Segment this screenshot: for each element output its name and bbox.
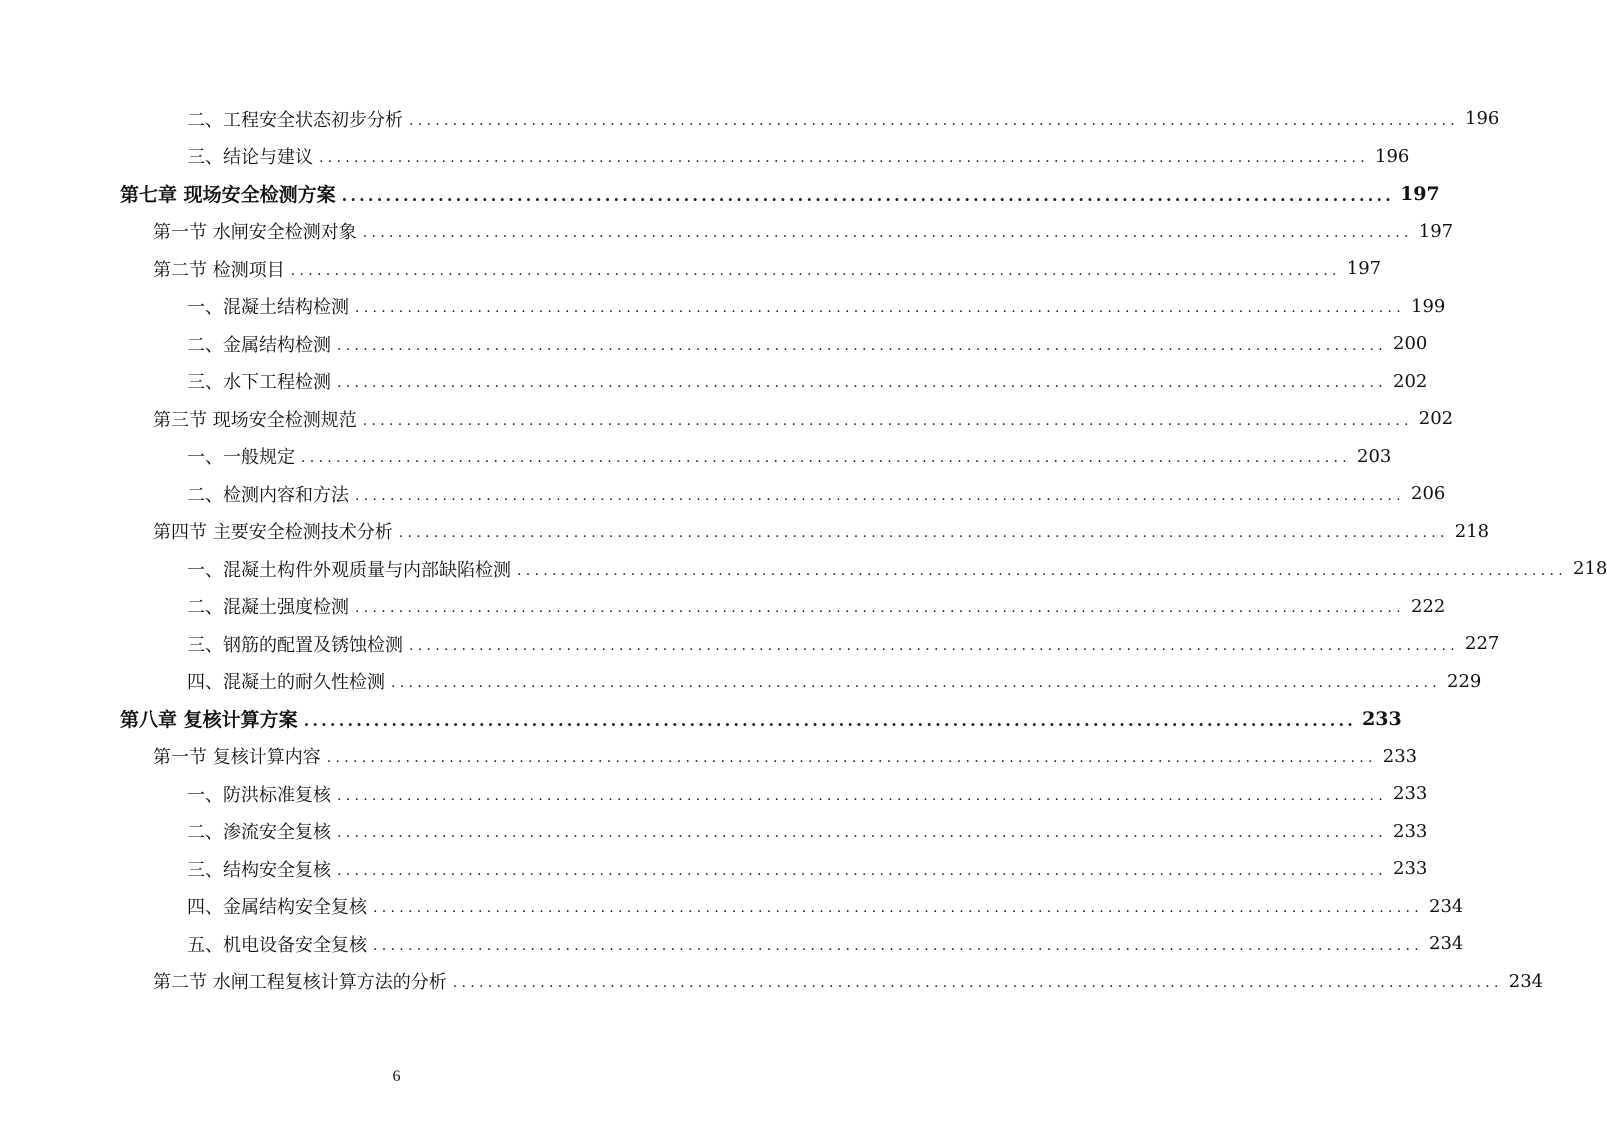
toc-entry-title: 二、工程安全状态初步分析 [187, 109, 403, 131]
toc-dot-leader: ........................................................................................................................ [303, 710, 1357, 730]
toc-entry-title: 第四节 主要安全检测技术分析 [153, 522, 393, 544]
toc-entry-page: 233 [1393, 783, 1428, 805]
toc-subsection-entry[interactable] [0, 663, 1482, 701]
toc-entry-title: 二、混凝土强度检测 [187, 597, 349, 619]
toc-subsection-entry[interactable] [0, 850, 1428, 888]
toc-subsection-entry[interactable] [0, 288, 1446, 326]
toc-entry-page: 222 [1411, 595, 1446, 617]
toc-entry-page: 203 [1357, 445, 1392, 467]
toc-entry-page: 233 [1362, 707, 1402, 730]
toc-entry-page: 233 [1393, 820, 1428, 842]
toc-entry-page: 199 [1411, 295, 1446, 317]
toc-entry-page: 218 [1454, 520, 1490, 542]
toc-section-entry[interactable] [0, 963, 1544, 1001]
toc-subsection-entry[interactable] [0, 813, 1428, 851]
toc-section-entry[interactable] [0, 250, 1382, 288]
toc-chapter-entry[interactable] [0, 700, 1402, 738]
toc-dot-leader: ........................................................................................................................ [337, 337, 1388, 354]
toc-dot-leader: ........................................................................................................................ [341, 185, 1395, 205]
toc-entry-page: 197 [1400, 182, 1440, 205]
toc-section-entry[interactable] [0, 400, 1454, 438]
toc-entry-title: 四、混凝土的耐久性检测 [187, 672, 385, 694]
toc-dot-leader: ........................................................................................................................ [355, 600, 1406, 616]
toc-dot-leader: ........................................................................................................................ [391, 675, 1442, 691]
toc-entry-title: 三、结论与建议 [187, 147, 313, 169]
toc-entry-title: 第八章 复核计算方案 [120, 709, 298, 732]
toc-dot-leader: ........................................................................................................................ [517, 562, 1568, 579]
toc-dot-leader: ........................................................................................................................ [337, 825, 1388, 841]
toc-section-entry[interactable] [0, 213, 1454, 251]
toc-entry-title: 五、机电设备安全复核 [187, 934, 367, 956]
toc-dot-leader: ........................................................................................................................ [319, 150, 1370, 166]
toc-entry-title: 第二节 水闸工程复核计算方法的分析 [153, 972, 447, 994]
toc-entry-title: 第一节 复核计算内容 [153, 747, 321, 769]
table-of-contents [0, 100, 1607, 1000]
toc-entry-page: 233 [1382, 745, 1418, 767]
toc-entry-page: 196 [1465, 108, 1500, 130]
toc-dot-leader: ........................................................................................................................ [409, 112, 1460, 129]
toc-entry-page: 200 [1393, 333, 1428, 355]
toc-entry-page: 197 [1418, 220, 1454, 242]
toc-entry-page: 197 [1346, 258, 1382, 280]
toc-entry-page: 202 [1393, 370, 1428, 392]
toc-entry-page: 229 [1447, 670, 1482, 692]
toc-entry-page: 234 [1429, 895, 1464, 917]
toc-subsection-entry[interactable] [0, 588, 1446, 626]
toc-entry-title: 第二节 检测项目 [153, 259, 285, 281]
toc-subsection-entry[interactable] [0, 438, 1392, 476]
toc-entry-page: 196 [1375, 145, 1410, 167]
toc-entry-page: 234 [1508, 970, 1544, 992]
toc-entry-title: 三、结构安全复核 [187, 859, 331, 881]
toc-entry-page: 206 [1411, 483, 1446, 505]
toc-entry-page: 233 [1393, 858, 1428, 880]
toc-entry-title: 四、金属结构安全复核 [187, 897, 367, 919]
toc-entry-title: 二、金属结构检测 [187, 334, 331, 356]
toc-section-entry[interactable] [0, 513, 1490, 551]
toc-subsection-entry[interactable] [0, 550, 1607, 588]
toc-entry-title: 一、混凝土结构检测 [187, 297, 349, 319]
toc-entry-title: 第三节 现场安全检测规范 [153, 409, 357, 431]
toc-dot-leader: ........................................................................................................................ [290, 262, 1341, 279]
toc-dot-leader: ........................................................................................................................ [337, 787, 1388, 804]
toc-entry-title: 三、水下工程检测 [187, 372, 331, 394]
toc-dot-leader: ........................................................................................................................ [337, 375, 1388, 391]
toc-subsection-entry[interactable] [0, 925, 1464, 963]
toc-dot-leader: ........................................................................................................................ [452, 975, 1503, 991]
toc-entry-title: 一、混凝土构件外观质量与内部缺陷检测 [187, 559, 511, 581]
page-number: 6 [392, 1068, 401, 1085]
toc-dot-leader: ........................................................................................................................ [409, 637, 1460, 654]
toc-entry-title: 二、检测内容和方法 [187, 484, 349, 506]
toc-dot-leader: ........................................................................................................................ [362, 412, 1413, 429]
toc-entry-page: 218 [1573, 558, 1607, 580]
toc-entry-title: 三、钢筋的配置及锈蚀检测 [187, 634, 403, 656]
toc-dot-leader: ........................................................................................................................ [373, 937, 1424, 954]
toc-dot-leader: ........................................................................................................................ [362, 225, 1413, 241]
toc-dot-leader: ........................................................................................................................ [355, 487, 1406, 504]
toc-subsection-entry[interactable] [0, 475, 1446, 513]
toc-entry-title: 一、一般规定 [187, 447, 295, 469]
toc-entry-title: 第七章 现场安全检测方案 [120, 184, 336, 207]
toc-subsection-entry[interactable] [0, 363, 1428, 401]
toc-subsection-entry[interactable] [0, 100, 1500, 138]
toc-subsection-entry[interactable] [0, 138, 1410, 176]
toc-subsection-entry[interactable] [0, 775, 1428, 813]
toc-subsection-entry[interactable] [0, 325, 1428, 363]
toc-dot-leader: ........................................................................................................................ [301, 450, 1352, 466]
toc-entry-title: 二、渗流安全复核 [187, 822, 331, 844]
toc-dot-leader: ........................................................................................................................ [373, 900, 1424, 916]
toc-entry-title: 第一节 水闸安全检测对象 [153, 222, 357, 244]
toc-entry-page: 202 [1418, 408, 1454, 430]
toc-entry-page: 227 [1465, 633, 1500, 655]
toc-subsection-entry[interactable] [0, 888, 1464, 926]
toc-entry-page: 234 [1429, 933, 1464, 955]
toc-dot-leader: ........................................................................................................................ [337, 862, 1388, 879]
toc-section-entry[interactable] [0, 738, 1418, 776]
toc-entry-title: 一、防洪标准复核 [187, 784, 331, 806]
toc-subsection-entry[interactable] [0, 625, 1500, 663]
toc-dot-leader: ........................................................................................................................ [398, 525, 1449, 541]
toc-dot-leader: ........................................................................................................................ [355, 300, 1406, 316]
toc-dot-leader: ........................................................................................................................ [326, 750, 1377, 766]
toc-chapter-entry[interactable] [0, 175, 1440, 213]
